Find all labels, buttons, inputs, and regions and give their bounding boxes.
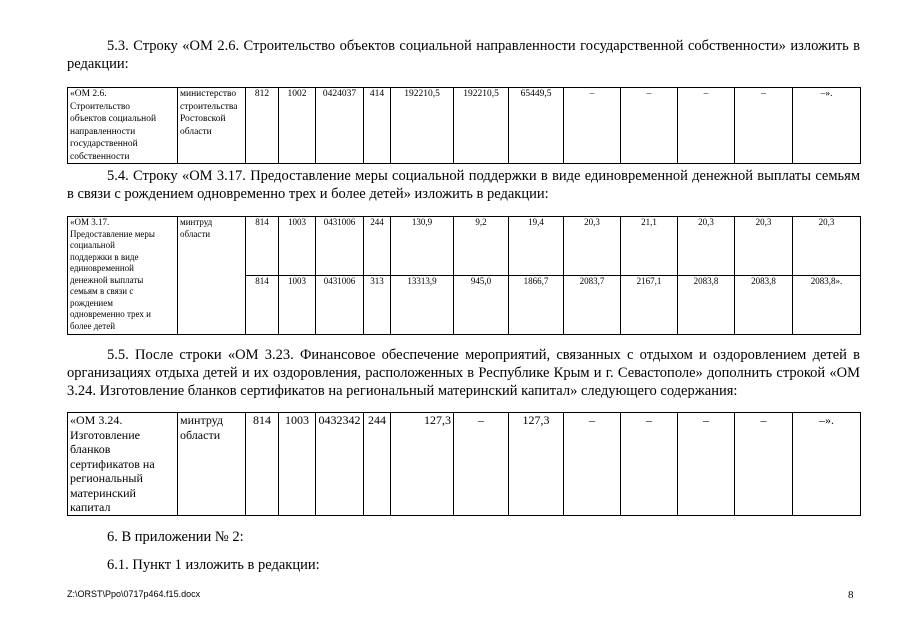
table-om-3-17 [67,216,861,335]
cell-name: «ОМ 3.24. Изготовление бланков сертификатов на региональный материнский капитал [68,413,178,516]
cell-grbs: 812 [246,88,279,164]
page-number: 8 [848,589,854,601]
table-row [68,88,861,164]
cell-rzpr: 1003 [279,413,316,516]
cell-csr: 0431006 [316,276,364,335]
cell-rzpr: 1003 [279,276,316,335]
cell-year: – [621,88,678,164]
cell-executor: минтруд области [178,413,246,516]
cell-year: 945,0 [454,276,509,335]
cell-total: 130,9 [391,217,454,276]
cell-year: 2083,7 [564,276,621,335]
table-row [68,217,861,276]
cell-name: «ОМ 2.6. Строительство объектов социальной направленности государственной собственности [68,88,178,164]
cell-grbs: 814 [246,413,279,516]
cell-year: 9,2 [454,217,509,276]
footer-file-path: Z:\ORST\Ppo\0717p464.f15.docx [67,589,201,599]
cell-grbs: 814 [246,276,279,335]
cell-year: 65449,5 [509,88,564,164]
cell-year: – [454,413,509,516]
cell-year: 21,1 [621,217,678,276]
cell-total: 192210,5 [391,88,454,164]
cell-vr: 244 [364,413,391,516]
cell-year: 127,3 [509,413,564,516]
cell-year: 20,3 [564,217,621,276]
cell-vr: 414 [364,88,391,164]
table-row [68,413,861,516]
paragraph-6-1: 6.1. Пункт 1 изложить в редакции: [107,557,320,573]
paragraph-5-3: 5.3. Строку «ОМ 2.6. Строительство объектов социальной направленности государственной собственности» изложить в редакции: [67,38,860,72]
cell-year: 1866,7 [509,276,564,335]
cell-rzpr: 1002 [279,88,316,164]
cell-year: 192210,5 [454,88,509,164]
cell-grbs: 814 [246,217,279,276]
cell-executor: министерство строительства Ростовской области [178,88,246,164]
cell-year: – [564,88,621,164]
cell-year: – [621,413,678,516]
paragraph-6: 6. В приложении № 2: [107,529,244,545]
paragraph-5-4: 5.4. Строку «ОМ 3.17. Предоставление меры социальной поддержки в виде единовременной денежной выплаты семьям в связи с рождением одновременно трех и более детей» изложить в редакции: [67,168,860,202]
cell-year: – [678,88,735,164]
cell-csr: 0424037 [316,88,364,164]
cell-year: –». [793,413,861,516]
cell-year: 20,3 [678,217,735,276]
cell-vr: 313 [364,276,391,335]
cell-year: 2083,8». [793,276,861,335]
cell-csr: 0432342 [316,413,364,516]
table-om-2-6 [67,87,861,164]
cell-csr: 0431006 [316,217,364,276]
cell-year: – [678,413,735,516]
cell-year: 19,4 [509,217,564,276]
table-om-3-24 [67,412,861,516]
cell-year: 2083,8 [678,276,735,335]
cell-total: 13313,9 [391,276,454,335]
cell-rzpr: 1003 [279,217,316,276]
cell-year: – [564,413,621,516]
cell-year: – [735,88,793,164]
cell-year: 20,3 [735,217,793,276]
cell-year: 20,3 [793,217,861,276]
cell-year: 2167,1 [621,276,678,335]
cell-executor: минтруд области [178,217,246,335]
paragraph-5-5: 5.5. После строки «ОМ 3.23. Финансовое обеспечение мероприятий, связанных с отдыхом и оздоровлением детей в организациях отдыха детей и их оздоровления, расположенных в Республике Крым и г. Севастополе» дополнить строкой «ОМ 3.24. Изготовление бланков сертификатов на региональный материнский капитал» следующего содержания: [67,347,860,399]
cell-year: 2083,8 [735,276,793,335]
cell-vr: 244 [364,217,391,276]
cell-name: «ОМ 3.17. Предоставление меры социальной поддержки в виде единовременной денежной выплаты семьям в связи с рождением одновременно трех и более детей [68,217,178,335]
cell-total: 127,3 [391,413,454,516]
cell-year: –». [793,88,861,164]
cell-year: – [735,413,793,516]
